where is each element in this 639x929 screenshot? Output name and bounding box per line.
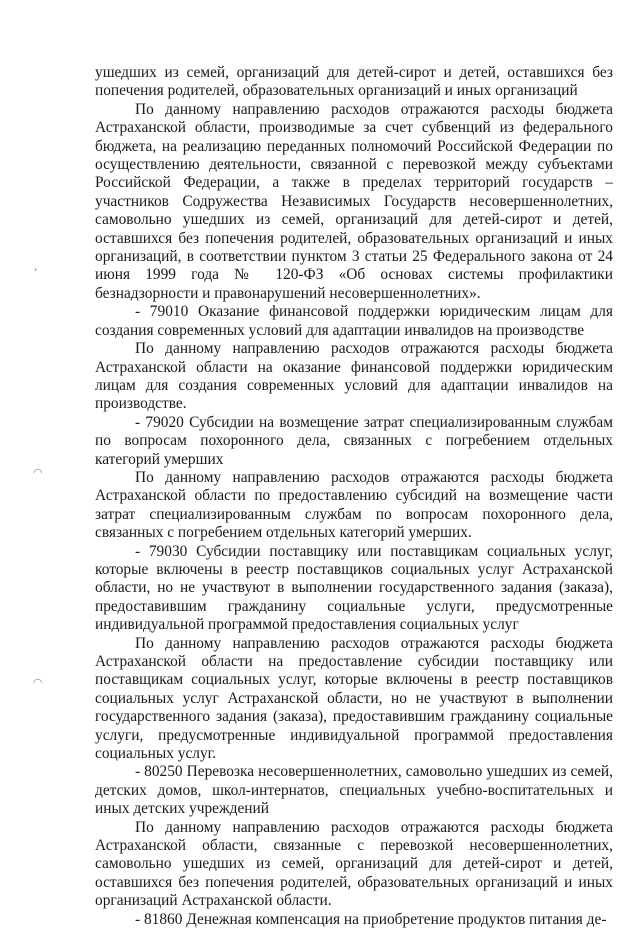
paragraph-4: - 79020 Субсидии на возмещение затрат специализированным службам по вопросам похоронного дела, связанных с погребением отдельных категорий умерших xyxy=(95,413,613,468)
paragraph-7: По данному направлению расходов отражаются расходы бюджета Астраханской области на предоставление субсидии поставщику или поставщикам социальных услуг, которые включены в реестр поставщиков социальных услуг Астраханской области, но не участвуют в выполнении государственного задания (заказа), предоставившим гражданину социальные услуги, предусмотренные индивидуальной программой предоставления социальных услуг. xyxy=(95,634,613,763)
paragraph-9: По данному направлению расходов отражаются расходы бюджета Астраханской области, связанные с перевозкой несовершеннолетних, самовольно ушедших из семей, организаций для детей-сирот и детей, оставшихся без попечения родителей, образовательных организаций и иных организаций Астраханской области. xyxy=(95,818,613,910)
punch-hole-mark-2: ◠ xyxy=(33,676,43,689)
document-page xyxy=(95,64,613,929)
paragraph-2: - 79010 Оказание финансовой поддержки юридическим лицам для создания современных условий для адаптации инвалидов на производстве xyxy=(95,303,613,339)
paragraph-0: ушедших из семей, организаций для детей-сирот и детей, оставшихся без попечения родителей, образовательных организаций и иных организаций xyxy=(95,64,613,100)
paragraph-6: - 79030 Субсидии поставщику или поставщикам социальных услуг, которые включены в реестр поставщиков социальных услуг Астраханской области, но не участвуют в выполнении государственного задания (заказа), предоставившим гражданину социальные услуги, предусмотренные индивидуальной программой предоставления социальных услуг xyxy=(95,542,613,634)
paragraph-5: По данному направлению расходов отражаются расходы бюджета Астраханской области по предоставлению субсидий на возмещение части затрат специализированным службам по вопросам похоронного дела, связанных с погребением отдельных категорий умерших. xyxy=(95,468,613,542)
punch-hole-mark-1: ◠ xyxy=(33,466,43,479)
scan-mark-1: ʻ xyxy=(34,266,38,279)
paragraph-1: По данному направлению расходов отражаются расходы бюджета Астраханской области, производимые за счет субвенций из федерального бюджета, на реализацию переданных полномочий Российской Федерации по осуществлению деятельности, связанной с перевозкой между субъектами Российской Федерации, а также в пределах территорий государств – участников Содружества Независимых Государств несовершеннолетних, самовольно ушедших из семей, организаций для детей-сирот и детей, оставшихся без попечения родителей, образовательных организаций и иных организаций, в соответствии пунктом 3 статьи 25 Федерального закона от 24 июня 1999 года № 120-ФЗ «Об основах системы профилактики безнадзорности и правонарушений несовершеннолетних». xyxy=(95,100,613,302)
paragraph-8: - 80250 Перевозка несовершеннолетних, самовольно ушедших из семей, детских домов, школ-интернатов, специальных учебно-воспитательных и иных детских учреждений xyxy=(95,763,613,818)
paragraph-3: По данному направлению расходов отражаются расходы бюджета Астраханской области на оказание финансовой поддержки юридическим лицам для создания современных условий для адаптации инвалидов на производстве. xyxy=(95,340,613,413)
paragraph-10: - 81860 Денежная компенсация на приобретение продуктов питания де- xyxy=(135,910,607,928)
